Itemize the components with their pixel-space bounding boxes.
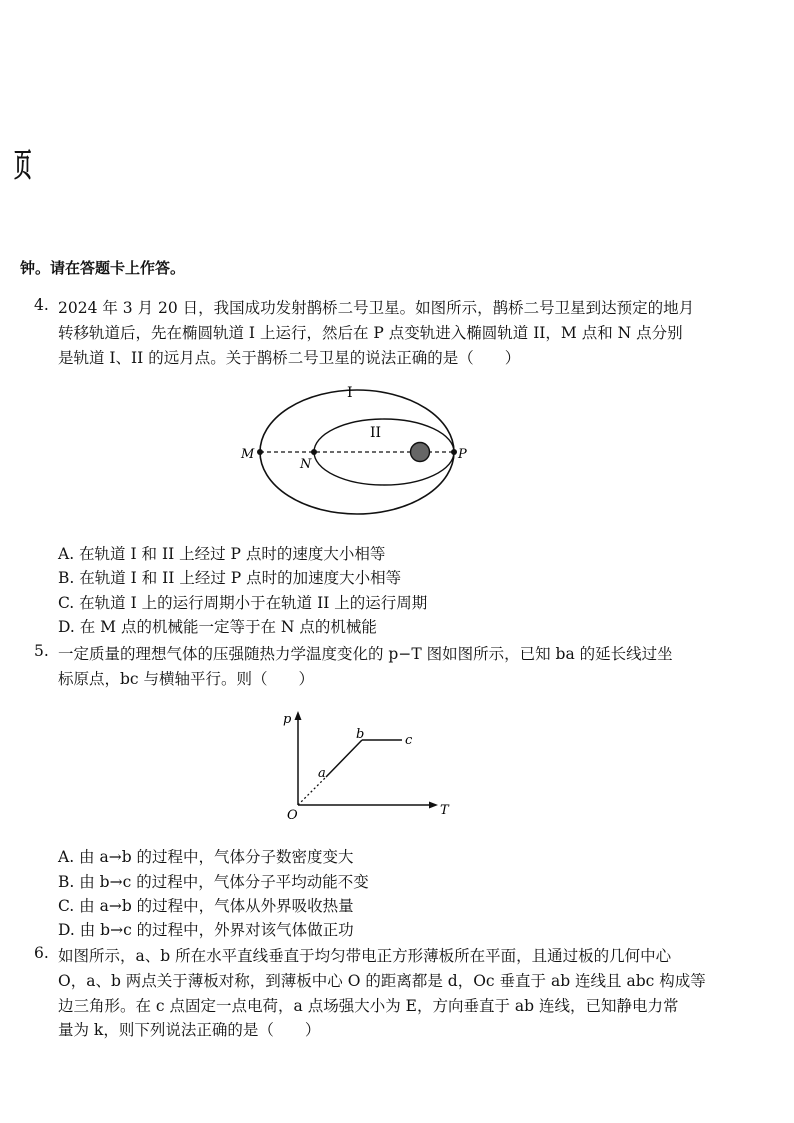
label-II: II [370, 425, 382, 441]
label-I: I [347, 385, 353, 401]
y-axis-arrow [295, 711, 302, 720]
option-c[interactable]: C. 由 a→b 的过程中，气体从外界吸收热量 [58, 897, 354, 915]
label-b: b [356, 727, 365, 742]
label-M: M [241, 447, 255, 462]
label-p: p [283, 712, 292, 727]
moon-icon [411, 443, 430, 462]
option-d[interactable]: D. 由 b→c 的过程中，外界对该气体做正功 [58, 921, 354, 939]
label-P: P [458, 447, 467, 462]
point-P [451, 449, 457, 455]
point-M [257, 449, 263, 455]
exam-instruction: 钟。请在答题卡上作答。 [20, 259, 186, 277]
question-text-line: 2024 年 3 月 20 日，我国成功发射鹊桥二号卫星。如图所示，鹊桥二号卫星到达预定的地月 [58, 299, 695, 317]
page-title-fragment: 页 [14, 146, 32, 184]
label-O: O [287, 808, 298, 823]
question-number: 5. [34, 642, 49, 660]
question-text-line: 标原点，bc 与横轴平行。则（ ） [58, 670, 315, 688]
question-number: 4. [34, 296, 49, 314]
label-a: a [318, 766, 326, 781]
question-text-line: 转移轨道后，先在椭圆轨道 I 上运行，然后在 P 点变轨进入椭圆轨道 II，M 点和 N 点分别 [58, 324, 683, 342]
question-text-line: 如图所示，a、b 所在水平直线垂直于均匀带电正方形薄板所在平面，且通过板的几何中心 [58, 947, 672, 965]
question-text-line: 一定质量的理想气体的压强随热力学温度变化的 p−T 图如图所示，已知 ba 的延长线过坐 [58, 645, 673, 663]
x-axis-arrow [429, 802, 438, 809]
label-N: N [300, 457, 312, 472]
point-N [311, 449, 317, 455]
option-c[interactable]: C. 在轨道 I 上的运行周期小于在轨道 II 上的运行周期 [58, 594, 428, 612]
option-a[interactable]: A. 由 a→b 的过程中，气体分子数密度变大 [58, 848, 354, 866]
option-d[interactable]: D. 在 M 点的机械能一定等于在 N 点的机械能 [58, 618, 377, 636]
question-text-line: 边三角形。在 c 点固定一点电荷，a 点场强大小为 E，方向垂直于 ab 连线，已知静电力常 [58, 997, 679, 1015]
extension-dotted-line [298, 777, 326, 805]
question-text-line: 是轨道 I、II 的远月点。关于鹊桥二号卫星的说法正确的是（ ） [58, 349, 521, 367]
option-b[interactable]: B. 由 b→c 的过程中，气体分子平均动能不变 [58, 873, 369, 891]
label-T: T [440, 803, 449, 818]
segment-ab [326, 740, 362, 777]
option-a[interactable]: A. 在轨道 I 和 II 上经过 P 点时的速度大小相等 [58, 545, 386, 563]
pt-diagram [280, 705, 470, 825]
question-text-line: 量为 k，则下列说法正确的是（ ） [58, 1021, 321, 1039]
option-b[interactable]: B. 在轨道 I 和 II 上经过 P 点时的加速度大小相等 [58, 569, 402, 587]
orbit-II [314, 419, 454, 485]
orbit-diagram [232, 380, 532, 530]
question-text-line: O，a、b 两点关于薄板对称，到薄板中心 O 的距离都是 d，Oc 垂直于 ab 连线且 abc 构成等 [58, 972, 706, 990]
label-c: c [405, 733, 413, 748]
question-number: 6. [34, 944, 49, 962]
